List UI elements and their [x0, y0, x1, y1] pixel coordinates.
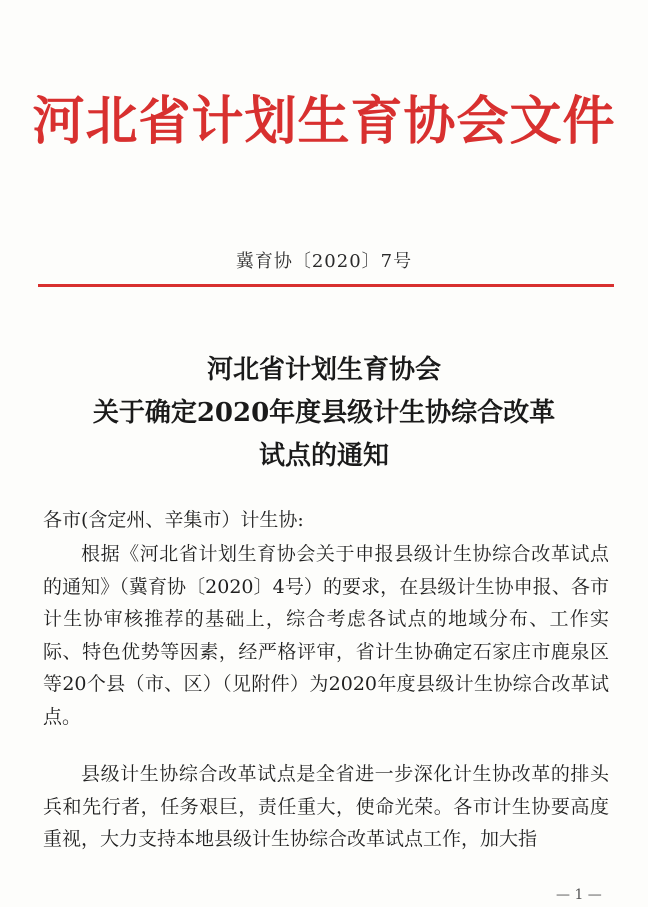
document-header-title: 河北省计划生育协会文件: [32, 91, 616, 152]
document-number: 冀育协〔2020〕7号: [235, 251, 413, 272]
red-divider-line: [38, 284, 614, 287]
body-paragraph-2: 县级计生协综合改革试点是全省进一步深化计生协改革的排头兵和先行者，任务艰巨，责任重大，使命光荣。各市计生协要高度重视，大力支持本地县级计生协综合改革试点工作，加大指: [43, 763, 609, 850]
body-paragraph-1: 根据《河北省计划生育协会关于申报县级计生协综合改革试点的通知》（冀育协〔2020〕4号）的要求，在县级计生协申报、各市计生协审核推荐的基础上，综合考虑各试点的地域分布、工作实际、特色优势等因素，经严格评审，省计生协确定石家庄市鹿泉区等20个县（市、区）（见附件）为2020年度县级计生协综合改革试点。: [43, 543, 609, 728]
notice-title-line-2: 关于确定2020年度县级计生协综合改革: [92, 398, 556, 428]
salutation: 各市(含定州、辛集市）计生协:: [43, 509, 304, 531]
page-number-mark: — 1 —: [556, 887, 602, 903]
notice-title-line-3: 试点的通知: [258, 441, 389, 471]
notice-title: [0, 349, 648, 478]
notice-title-line-1: 河北省计划生育协会: [206, 355, 441, 385]
